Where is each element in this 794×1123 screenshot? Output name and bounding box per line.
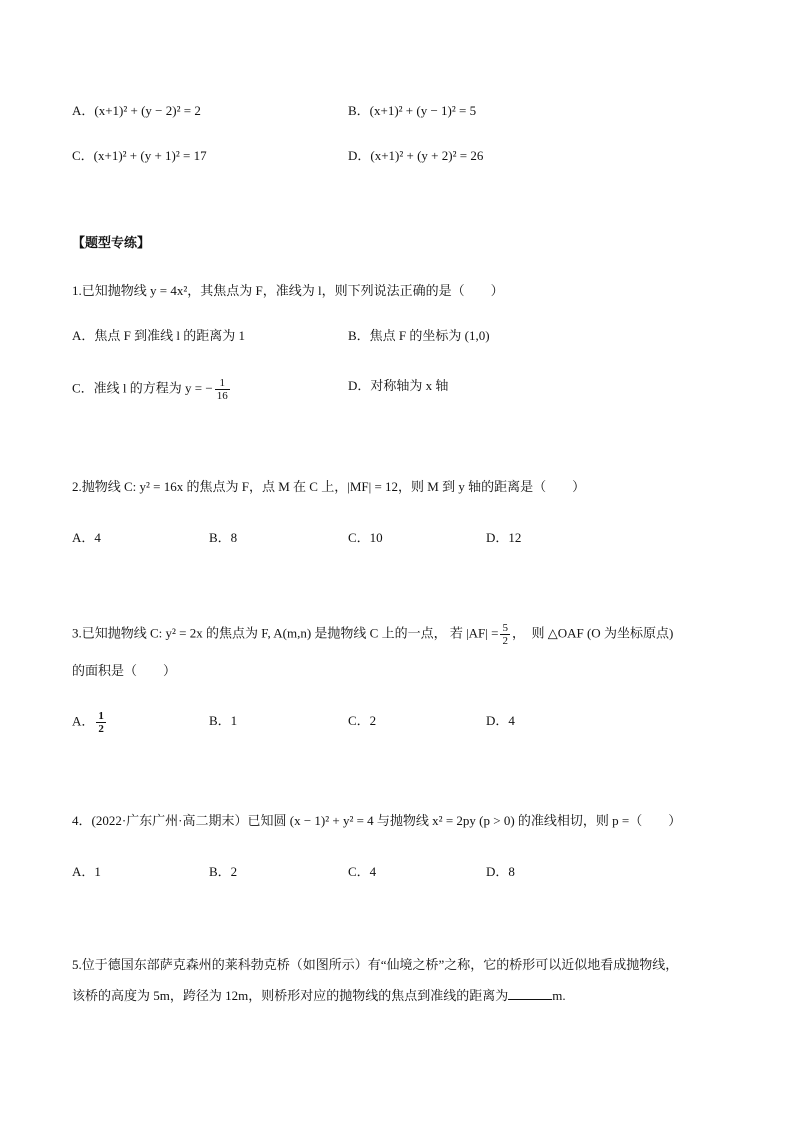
question-3-stem-line-2: 的面积是（ ） <box>72 663 177 678</box>
question-3-option-c: C．2 <box>348 713 377 728</box>
question-1-option-c-text: C．准线 l 的方程为 y = − <box>72 380 213 396</box>
question-3-option-d: D．4 <box>486 713 515 728</box>
prev-option-b: B．(x+1)² + (y − 1)² = 5 <box>348 103 477 118</box>
fraction-denominator: 2 <box>98 723 104 735</box>
question-3-option-a-label: A． <box>72 713 95 729</box>
question-1-option-d: D．对称轴为 x 轴 <box>348 378 449 393</box>
question-1-option-b: B．焦点 F 的坐标为 (1,0) <box>348 328 490 343</box>
fraction-denominator: 2 <box>502 635 508 647</box>
question-4-stem: 4．(2022·广东广州·高二期末）已知圆 (x − 1)² + y² = 4 与抛物线 x² = 2py (p > 0) 的准线相切，则 p =（ ） <box>72 813 682 828</box>
fraction-numerator: 1 <box>98 710 104 722</box>
question-5-line-1: 5.位于德国东部萨克森州的莱科勃克桥（如图所示）有“仙境之桥”之称，它的桥形可以近似地看成抛物线， <box>72 957 679 972</box>
question-4-option-a: A．1 <box>72 864 101 879</box>
question-3-stem-part-b: ， 则 △OAF (O 为坐标原点) <box>511 625 674 641</box>
prev-option-d: D．(x+1)² + (y + 2)² = 26 <box>348 148 484 163</box>
fraction-numerator: 5 <box>502 622 508 634</box>
question-2-option-d: D．12 <box>486 530 522 545</box>
fraction <box>215 377 230 402</box>
fraction-numerator: 1 <box>215 377 230 390</box>
question-5-line-2-text: 该桥的高度为 5m，跨径为 12m，则桥形对应的抛物线的焦点到准线的距离为 <box>72 988 509 1003</box>
question-2-option-a: A．4 <box>72 530 101 545</box>
question-5-line-2 <box>72 986 566 1005</box>
prev-option-a: A．(x+1)² + (y − 2)² = 2 <box>72 103 201 118</box>
section-title: 【题型专练】 <box>72 235 151 250</box>
fraction <box>96 710 106 735</box>
question-3-option-b: B．1 <box>209 713 238 728</box>
question-1-stem: 1.已知抛物线 y = 4x²，其焦点为 F，准线为 l，则下列说法正确的是（ ） <box>72 283 504 298</box>
question-4-option-c: C．4 <box>348 864 377 879</box>
fraction-denominator: 16 <box>216 390 228 402</box>
question-2-option-b: B．8 <box>209 530 238 545</box>
question-4-option-d: D．8 <box>486 864 515 879</box>
question-1-option-a: A．焦点 F 到准线 l 的距离为 1 <box>72 328 245 343</box>
question-2-stem: 2.抛物线 C: y² = 16x 的焦点为 F，点 M 在 C 上，|MF| = 12，则 M 到 y 轴的距离是（ ） <box>72 479 586 494</box>
question-3-stem-line-1 <box>72 622 673 647</box>
prev-option-c: C．(x+1)² + (y + 1)² = 17 <box>72 148 207 163</box>
answer-blank <box>508 986 552 1000</box>
question-3-option-a <box>72 710 108 735</box>
question-3-stem-part-a: 3.已知抛物线 C: y² = 2x 的焦点为 F, A(m,n) 是抛物线 C 上的一点， 若 |AF| = <box>72 625 499 641</box>
fraction <box>500 622 510 647</box>
question-1-option-c <box>72 377 232 402</box>
question-5-unit: m. <box>552 988 566 1003</box>
question-4-option-b: B．2 <box>209 864 238 879</box>
question-2-option-c: C．10 <box>348 530 383 545</box>
